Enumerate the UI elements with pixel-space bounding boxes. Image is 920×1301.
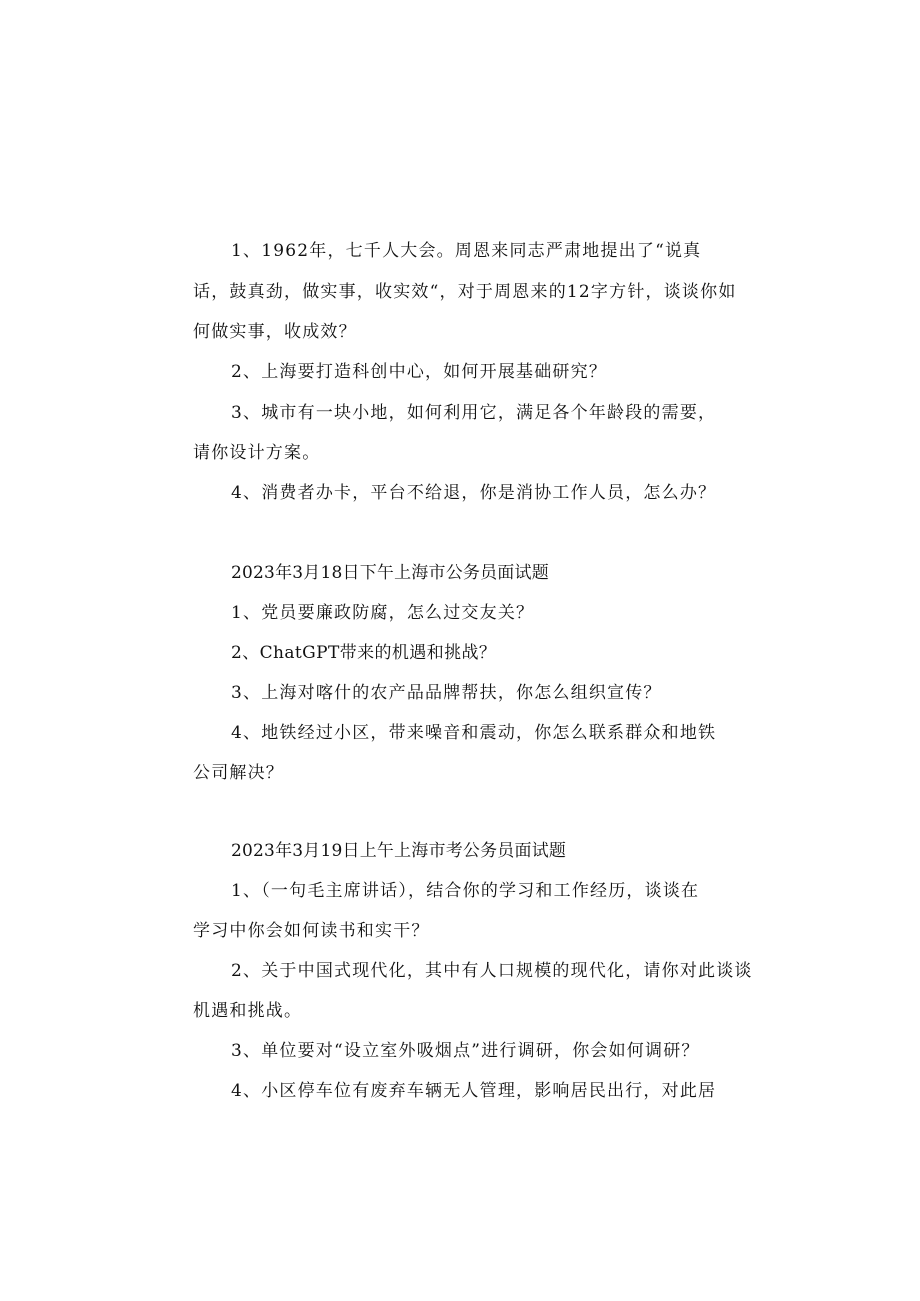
question-2: 2、ChatGPT带来的机遇和挑战？ (231, 643, 497, 663)
question-1-line-3: 何做实事，收成效？ (193, 322, 357, 342)
question-1-line-2: 学习中你会如何读书和实干？ (193, 921, 430, 941)
question-2-line-1: 2、关于中国式现代化，其中有人口规模的现代化，请你对此谈谈 (231, 961, 753, 981)
question-4-line-2: 公司解决？ (193, 763, 284, 783)
question-3: 3、单位要对“设立室外吸烟点”进行调研，你会如何调研？ (231, 1041, 700, 1061)
question-3-line-2: 请你设计方案。 (193, 443, 321, 463)
question-4: 4、消费者办卡，平台不给退，你是消协工作人员，怎么办？ (231, 483, 717, 503)
question-1-line-1: 1、（一句毛主席讲话），结合你的学习和工作经历，谈谈在 (231, 881, 700, 901)
question-4-line-1: 4、小区停车位有废弃车辆无人管理，影响居民出行，对此居 (231, 1081, 717, 1101)
section-heading-march-19: 2023年3月19日上午上海市考公务员面试题 (231, 841, 567, 861)
question-1-line-2: 话，鼓真劲，做实事，收实效“，对于周恩来的12字方针，谈谈你如 (193, 282, 737, 302)
question-3: 3、上海对喀什的农产品品牌帮扶，你怎么组织宣传？ (231, 683, 662, 703)
section-heading-march-18: 2023年3月18日下午上海市公务员面试题 (231, 563, 549, 583)
question-2: 2、上海要打造科创中心，如何开展基础研究？ (231, 362, 608, 382)
question-3-line-1: 3、城市有一块小地，如何利用它，满足各个年龄段的需要， (231, 403, 717, 423)
question-1-line-1: 1、1962年，七千人大会。周恩来同志严肃地提出了“说真 (231, 241, 702, 261)
question-2-line-2: 机遇和挑战。 (193, 1001, 303, 1021)
question-1: 1、党员要廉政防腐，怎么过交友关？ (231, 603, 535, 623)
question-4-line-1: 4、地铁经过小区，带来噪音和震动，你怎么联系群众和地铁 (231, 723, 717, 743)
